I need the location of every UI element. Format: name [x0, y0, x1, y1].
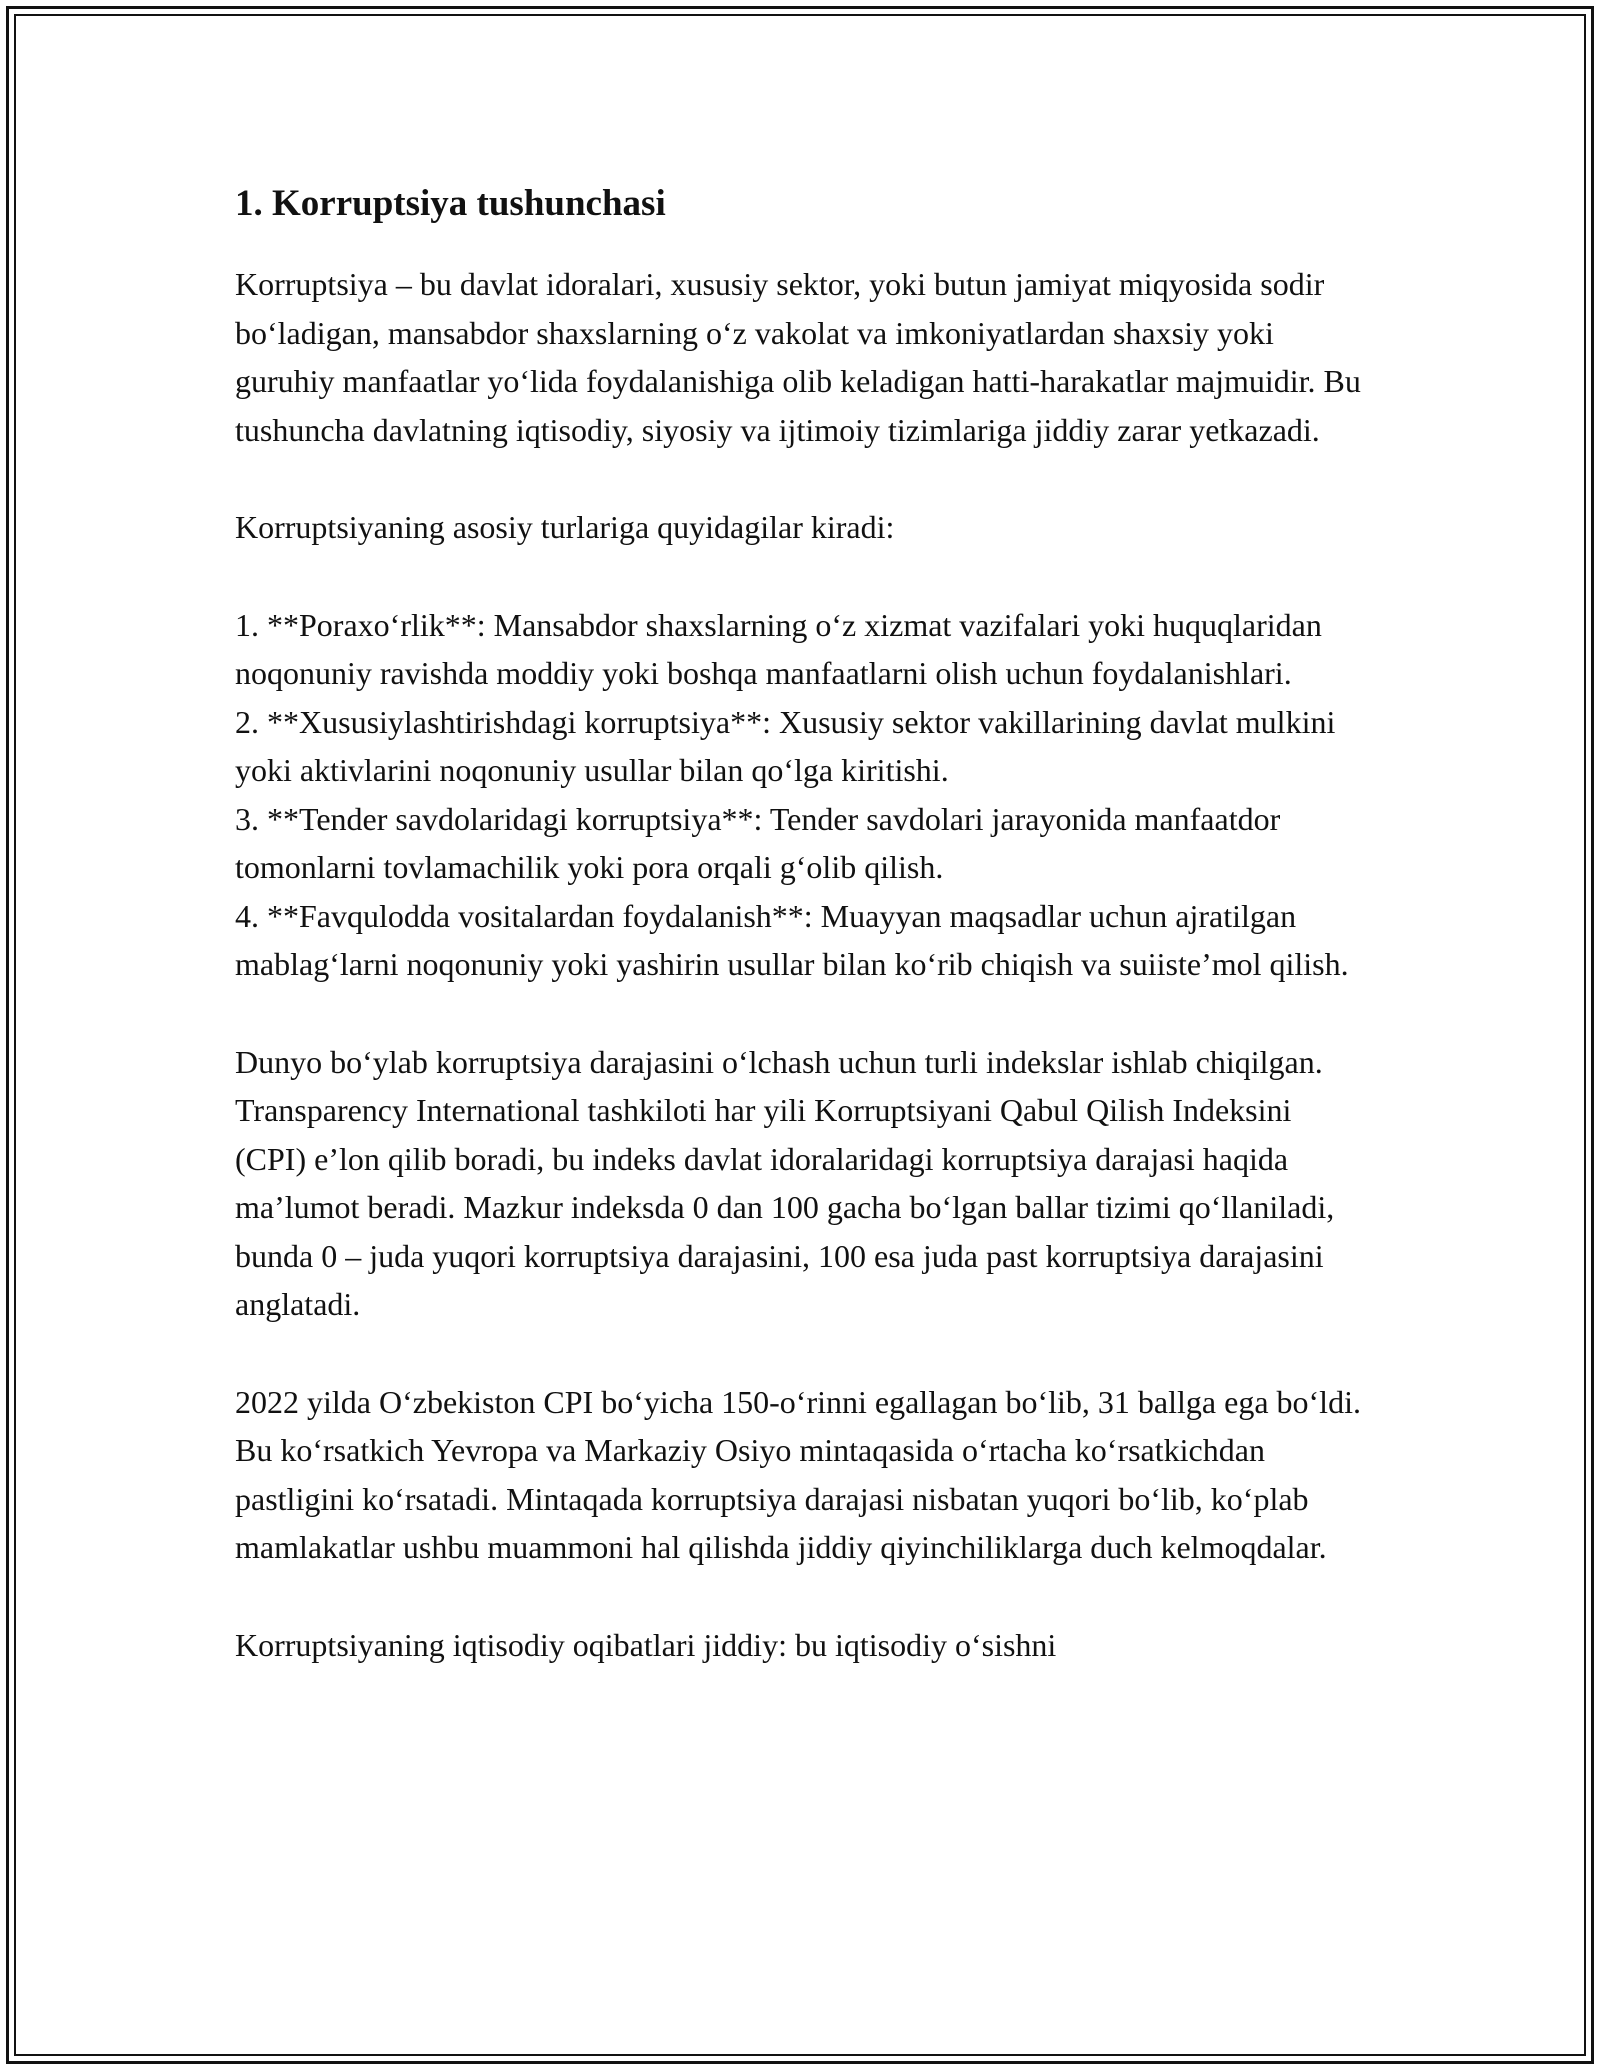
definition-paragraph: Korruptsiya – bu davlat idoralari, xususiy sektor, yoki butun jamiyat miqyosida sodir boʻladigan, mansabdor shaxslarning oʻz vakolat va imkoniyatlardan shaxsiy yoki guruhiy manfaatlar yoʻlida foydalanishiga olib keladigan hatti-harakatlar majmuidir. Bu tushuncha davlatning iqtisodiy, siyosiy va ijtimoiy tizimlariga jiddiy zarar yetkazadi.	[235, 266, 1361, 448]
uzbekistan-cpi-paragraph: 2022 yilda Oʻzbekiston CPI boʻyicha 150-oʻrinni egallagan boʻlib, 31 ballga ega boʻldi. Bu koʻrsatkich Yevropa va Markaziy Osiyo mintaqasida oʻrtacha koʻrsatkichdan pastligini koʻrsatadi. Mintaqada korruptsiya darajasi nisbatan yuqori boʻlib, koʻplab mamlakatlar ushbu muammoni hal qilishda jiddiy qiyinchiliklarga duch kelmoqdalar.	[235, 1383, 1361, 1566]
section-heading: 1. Korruptsiya tushunchasi	[235, 183, 666, 224]
list-item-bribery: 1. **Poraxoʻrlik**: Mansabdor shaxslarning oʻz xizmat vazifalari yoki huquqlaridan noqonuniy ravishda moddiy yoki boshqa manfaatlarni olish uchun foydalanishlari.	[235, 606, 1322, 692]
document-page	[235, 180, 1365, 1718]
list-item-tender: 3. **Tender savdolaridagi korruptsiya**: Tender savdolari jarayonida manfaatdor tomonlarni tovlamachilik yoki pora orqali gʻolib qilish.	[235, 800, 1281, 886]
list-item-privatization: 2. **Xususiylashtirishdagi korruptsiya**: Xususiy sektor vakillarining davlat mulkini yoki aktivlarini noqonuniy usullar bilan qoʻlga kiritishi.	[235, 703, 1336, 789]
economic-consequences-paragraph: Korruptsiyaning iqtisodiy oqibatlari jiddiy: bu iqtisodiy oʻsishni	[235, 1626, 1057, 1663]
corruption-types-list	[235, 601, 1365, 989]
types-intro-paragraph: Korruptsiyaning asosiy turlariga quyidagilar kiradi:	[235, 509, 895, 546]
cpi-paragraph: Dunyo boʻylab korruptsiya darajasini oʻlchash uchun turli indekslar ishlab chiqilgan. Transparency International tashkiloti har yili Korruptsiyani Qabul Qilish Indeksini (CPI) eʼlon qilib boradi, bu indeks davlat idoralaridagi korruptsiya darajasi haqida maʼlumot beradi. Mazkur indeksda 0 dan 100 gacha boʻlgan ballar tizimi qoʻllaniladi, bunda 0 – juda yuqori korruptsiya darajasini, 100 esa juda past korruptsiya darajasini anglatadi.	[235, 1043, 1335, 1323]
list-item-emergency-funds: 4. **Favqulodda vositalardan foydalanish**: Muayyan maqsadlar uchun ajratilgan mablagʻlarni noqonuniy yoki yashirin usullar bilan koʻrib chiqish va suiisteʼmol qilish.	[235, 897, 1349, 983]
